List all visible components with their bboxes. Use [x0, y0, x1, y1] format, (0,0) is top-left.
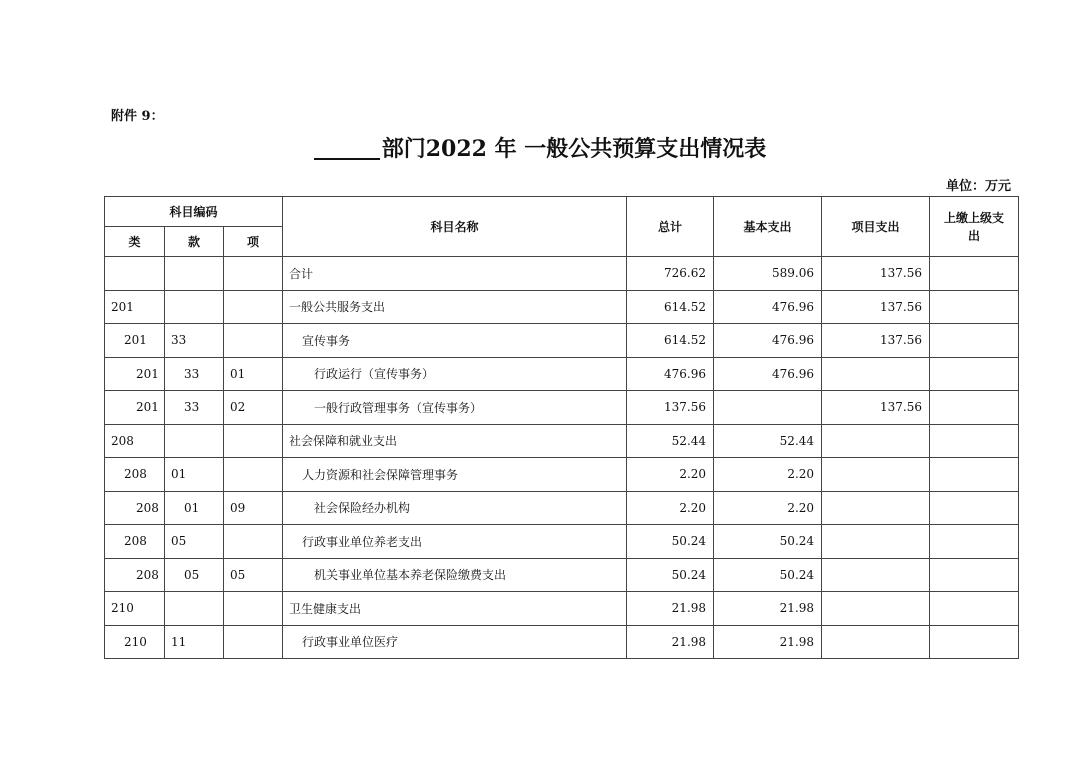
cell-kuan: [165, 290, 224, 324]
table-row: [105, 324, 1019, 358]
cell-kuan: 33: [165, 391, 224, 425]
cell-total: 614.52: [627, 290, 714, 324]
cell-basic: [714, 391, 822, 425]
cell-name: 卫生健康支出: [283, 592, 627, 626]
cell-basic: 589.06: [714, 257, 822, 291]
cell-basic: 21.98: [714, 625, 822, 659]
cell-total: 476.96: [627, 357, 714, 391]
cell-total: 726.62: [627, 257, 714, 291]
header-code-group: 科目编码: [105, 197, 283, 227]
cell-lei: 201: [105, 290, 165, 324]
cell-name: 机关事业单位基本养老保险缴费支出: [283, 558, 627, 592]
cell-lei: 201: [105, 357, 165, 391]
cell-basic: 476.96: [714, 290, 822, 324]
cell-lei: [105, 257, 165, 291]
header-lei: 类: [105, 227, 165, 257]
table-row: [105, 491, 1019, 525]
cell-kuan: 05: [165, 558, 224, 592]
cell-name: 行政事业单位养老支出: [283, 525, 627, 559]
table-row: [105, 357, 1019, 391]
cell-project: [822, 458, 930, 492]
table-row: [105, 525, 1019, 559]
cell-xiang: [224, 592, 283, 626]
cell-xiang: 09: [224, 491, 283, 525]
cell-lei: 208: [105, 424, 165, 458]
cell-kuan: [165, 257, 224, 291]
cell-remit: [930, 290, 1019, 324]
cell-remit: [930, 592, 1019, 626]
cell-name: 社会保险经办机构: [283, 491, 627, 525]
cell-total: 2.20: [627, 458, 714, 492]
cell-basic: 2.20: [714, 458, 822, 492]
table-row: [105, 424, 1019, 458]
cell-remit: [930, 424, 1019, 458]
unit-label: 单位：万元: [945, 179, 1011, 194]
cell-project: 137.56: [822, 290, 930, 324]
table-row: [105, 558, 1019, 592]
cell-total: 614.52: [627, 324, 714, 358]
cell-kuan: 01: [165, 491, 224, 525]
table-row: [105, 257, 1019, 291]
cell-project: [822, 558, 930, 592]
cell-total: 137.56: [627, 391, 714, 425]
table-body: [105, 257, 1019, 659]
cell-kuan: [165, 424, 224, 458]
cell-lei: 208: [105, 491, 165, 525]
table-row: [105, 458, 1019, 492]
header-basic: 基本支出: [714, 197, 822, 257]
cell-total: 21.98: [627, 625, 714, 659]
cell-total: 52.44: [627, 424, 714, 458]
cell-remit: [930, 625, 1019, 659]
cell-total: 21.98: [627, 592, 714, 626]
table-row: [105, 391, 1019, 425]
cell-name: 社会保障和就业支出: [283, 424, 627, 458]
cell-name: 人力资源和社会保障管理事务: [283, 458, 627, 492]
cell-project: 137.56: [822, 391, 930, 425]
cell-name: 行政事业单位医疗: [283, 625, 627, 659]
cell-project: [822, 424, 930, 458]
table-row: [105, 290, 1019, 324]
cell-project: [822, 592, 930, 626]
cell-xiang: [224, 257, 283, 291]
cell-name: 合计: [283, 257, 627, 291]
cell-project: [822, 625, 930, 659]
cell-name: 宣传事务: [283, 324, 627, 358]
table-row: [105, 625, 1019, 659]
cell-remit: [930, 257, 1019, 291]
cell-lei: 201: [105, 324, 165, 358]
cell-total: 50.24: [627, 525, 714, 559]
cell-lei: 210: [105, 592, 165, 626]
page-title: [0, 132, 1080, 163]
cell-xiang: [224, 525, 283, 559]
cell-lei: 208: [105, 558, 165, 592]
title-year: 2022: [425, 136, 487, 162]
header-name: 科目名称: [283, 197, 627, 257]
cell-kuan: 05: [165, 525, 224, 559]
cell-name: 一般行政管理事务（宣传事务）: [283, 391, 627, 425]
cell-kuan: [165, 592, 224, 626]
cell-remit: [930, 525, 1019, 559]
cell-basic: 476.96: [714, 324, 822, 358]
cell-xiang: [224, 458, 283, 492]
cell-total: 2.20: [627, 491, 714, 525]
cell-kuan: 11: [165, 625, 224, 659]
cell-remit: [930, 491, 1019, 525]
cell-basic: 476.96: [714, 357, 822, 391]
cell-remit: [930, 558, 1019, 592]
header-project: 项目支出: [822, 197, 930, 257]
cell-project: 137.56: [822, 257, 930, 291]
cell-xiang: [224, 625, 283, 659]
cell-xiang: [224, 324, 283, 358]
cell-remit: [930, 458, 1019, 492]
cell-lei: 208: [105, 525, 165, 559]
cell-total: 50.24: [627, 558, 714, 592]
expenditure-table: [104, 196, 1019, 659]
table-header: [105, 197, 1019, 257]
table-row: [105, 592, 1019, 626]
header-xiang: 项: [224, 227, 283, 257]
cell-xiang: 02: [224, 391, 283, 425]
header-total: 总计: [627, 197, 714, 257]
cell-name: 一般公共服务支出: [283, 290, 627, 324]
cell-basic: 52.44: [714, 424, 822, 458]
cell-remit: [930, 357, 1019, 391]
cell-lei: 201: [105, 391, 165, 425]
cell-basic: 50.24: [714, 525, 822, 559]
attachment-label: 附件 9：: [111, 109, 164, 124]
cell-lei: 208: [105, 458, 165, 492]
cell-project: 137.56: [822, 324, 930, 358]
cell-project: [822, 525, 930, 559]
cell-name: 行政运行（宣传事务）: [283, 357, 627, 391]
cell-kuan: 01: [165, 458, 224, 492]
cell-xiang: 05: [224, 558, 283, 592]
cell-remit: [930, 391, 1019, 425]
cell-basic: 2.20: [714, 491, 822, 525]
title-dept: 部门: [381, 136, 426, 162]
cell-xiang: [224, 290, 283, 324]
cell-lei: 210: [105, 625, 165, 659]
header-remit: 上缴上级支出: [930, 197, 1019, 257]
department-blank-line: [314, 138, 380, 160]
cell-xiang: [224, 424, 283, 458]
cell-kuan: 33: [165, 324, 224, 358]
cell-project: [822, 491, 930, 525]
title-suffix: 年 一般公共预算支出情况表: [494, 136, 767, 162]
cell-kuan: 33: [165, 357, 224, 391]
cell-xiang: 01: [224, 357, 283, 391]
cell-basic: 21.98: [714, 592, 822, 626]
cell-remit: [930, 324, 1019, 358]
cell-project: [822, 357, 930, 391]
cell-basic: 50.24: [714, 558, 822, 592]
header-kuan: 款: [165, 227, 224, 257]
